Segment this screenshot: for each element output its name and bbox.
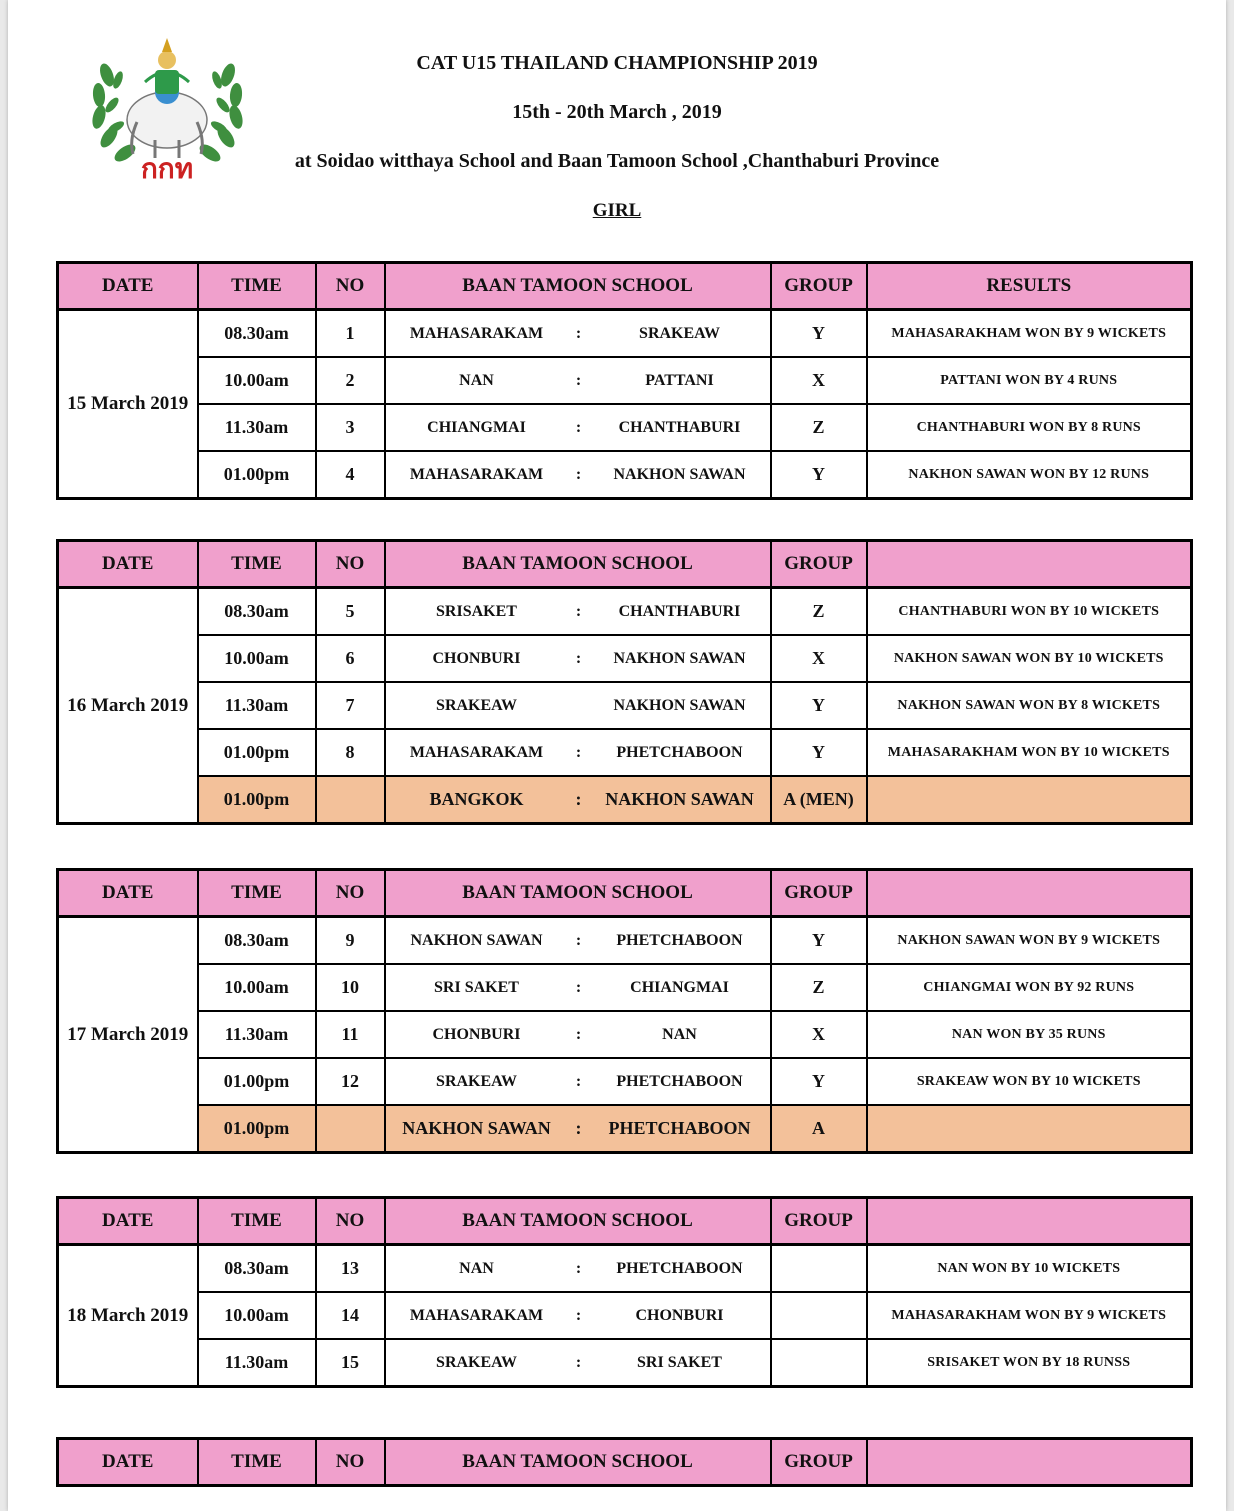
team-one: MAHASARAKAM bbox=[409, 743, 544, 761]
team-one: CHONBURI bbox=[432, 649, 521, 667]
versus-separator: : bbox=[575, 1353, 582, 1371]
versus-separator: : bbox=[575, 743, 582, 761]
match-row bbox=[58, 1339, 1192, 1387]
match-group: Y bbox=[771, 917, 867, 965]
versus-separator: : bbox=[575, 465, 582, 483]
team-two: NAKHON SAWAN bbox=[613, 649, 746, 667]
team-one: NAKHON SAWAN bbox=[402, 1118, 551, 1138]
match-number: 11 bbox=[316, 1011, 385, 1058]
match-row bbox=[58, 588, 1192, 636]
match-teams-wrap bbox=[386, 405, 770, 450]
group-header: GROUP bbox=[771, 870, 867, 917]
match-group: X bbox=[771, 635, 867, 682]
versus-separator: : bbox=[575, 602, 582, 620]
team-one: SRISAKET bbox=[436, 602, 517, 620]
match-group: Y bbox=[771, 682, 867, 729]
match-time: 08.30am bbox=[198, 917, 316, 965]
team-two: CHANTHABURI bbox=[618, 418, 741, 436]
match-time: 08.30am bbox=[198, 588, 316, 636]
match-row bbox=[58, 1105, 1192, 1153]
match-number: 4 bbox=[316, 451, 385, 499]
no-header: NO bbox=[316, 870, 385, 917]
match-group: Y bbox=[771, 310, 867, 358]
versus-separator: : bbox=[575, 371, 582, 389]
match-number: 14 bbox=[316, 1292, 385, 1339]
match-group: Y bbox=[771, 1058, 867, 1105]
match-result bbox=[867, 1105, 1192, 1153]
date-header: DATE bbox=[58, 1439, 198, 1486]
no-header: NO bbox=[316, 1198, 385, 1245]
team-one: NAN bbox=[459, 1259, 494, 1277]
match-result: SRISAKET WON BY 18 RUNSS bbox=[867, 1339, 1192, 1387]
match-number bbox=[316, 1105, 385, 1153]
match-row bbox=[58, 1292, 1192, 1339]
venue-header: BAAN TAMOON SCHOOL bbox=[385, 263, 771, 310]
match-number: 7 bbox=[316, 682, 385, 729]
team-two: NAKHON SAWAN bbox=[605, 789, 754, 809]
match-teams bbox=[385, 1105, 771, 1153]
category-label: GIRL bbox=[592, 200, 642, 221]
team-one: NAN bbox=[459, 371, 494, 389]
match-group: Y bbox=[771, 451, 867, 499]
group-header: GROUP bbox=[771, 541, 867, 588]
match-teams-wrap bbox=[386, 730, 770, 775]
match-row bbox=[58, 917, 1192, 965]
match-teams bbox=[385, 776, 771, 824]
match-teams-wrap bbox=[386, 918, 770, 963]
match-time: 11.30am bbox=[198, 1011, 316, 1058]
versus-separator: : bbox=[575, 649, 582, 667]
venue-header: BAAN TAMOON SCHOOL bbox=[385, 541, 771, 588]
team-one: MAHASARAKAM bbox=[409, 324, 544, 342]
no-header: NO bbox=[316, 263, 385, 310]
match-teams bbox=[385, 964, 771, 1011]
results-header bbox=[867, 870, 1192, 917]
match-date: 15 March 2019 bbox=[58, 310, 198, 499]
match-number: 8 bbox=[316, 729, 385, 776]
match-result: MAHASARAKHAM WON BY 9 WICKETS bbox=[867, 1292, 1192, 1339]
match-teams-wrap bbox=[386, 589, 770, 634]
results-header bbox=[867, 1439, 1192, 1486]
schedule-table-day-1 bbox=[56, 261, 1193, 500]
match-time: 01.00pm bbox=[198, 776, 316, 824]
match-teams bbox=[385, 729, 771, 776]
match-teams-wrap bbox=[386, 1012, 770, 1057]
match-row bbox=[58, 1011, 1192, 1058]
match-row bbox=[58, 310, 1192, 358]
match-teams-wrap bbox=[386, 683, 770, 728]
match-number bbox=[316, 776, 385, 824]
match-teams bbox=[385, 451, 771, 499]
match-time: 10.00am bbox=[198, 1292, 316, 1339]
time-header: TIME bbox=[198, 1198, 316, 1245]
match-teams-wrap bbox=[386, 358, 770, 403]
match-teams bbox=[385, 1011, 771, 1058]
team-two: PHETCHABOON bbox=[616, 931, 743, 949]
match-group: X bbox=[771, 1011, 867, 1058]
match-row bbox=[58, 635, 1192, 682]
date-header: DATE bbox=[58, 1198, 198, 1245]
match-time: 08.30am bbox=[198, 310, 316, 358]
schedule-table-day-4 bbox=[56, 1196, 1193, 1388]
match-row bbox=[58, 451, 1192, 499]
match-time: 11.30am bbox=[198, 404, 316, 451]
match-teams-wrap bbox=[386, 1246, 770, 1291]
team-one: NAKHON SAWAN bbox=[410, 931, 543, 949]
match-group bbox=[771, 1339, 867, 1387]
match-teams-wrap bbox=[386, 452, 770, 497]
match-result: SRAKEAW WON BY 10 WICKETS bbox=[867, 1058, 1192, 1105]
team-two: CHANTHABURI bbox=[618, 602, 741, 620]
match-number: 1 bbox=[316, 310, 385, 358]
table-header-row bbox=[58, 1198, 1192, 1245]
match-row bbox=[58, 357, 1192, 404]
match-time: 01.00pm bbox=[198, 451, 316, 499]
match-time: 10.00am bbox=[198, 964, 316, 1011]
match-result: CHIANGMAI WON BY 92 RUNS bbox=[867, 964, 1192, 1011]
match-group: A bbox=[771, 1105, 867, 1153]
team-one: BANGKOK bbox=[429, 789, 524, 809]
team-one: SRI SAKET bbox=[434, 978, 519, 996]
group-header: GROUP bbox=[771, 1439, 867, 1486]
match-result: CHANTHABURI WON BY 8 RUNS bbox=[867, 404, 1192, 451]
team-one: MAHASARAKAM bbox=[409, 465, 544, 483]
date-header: DATE bbox=[58, 870, 198, 917]
match-result: CHANTHABURI WON BY 10 WICKETS bbox=[867, 588, 1192, 636]
match-teams bbox=[385, 404, 771, 451]
team-one: SRAKEAW bbox=[436, 696, 517, 714]
match-teams-wrap bbox=[386, 1340, 770, 1385]
match-result: NAKHON SAWAN WON BY 8 WICKETS bbox=[867, 682, 1192, 729]
team-two: NAKHON SAWAN bbox=[613, 465, 746, 483]
team-one: SRAKEAW bbox=[436, 1353, 517, 1371]
schedule-table-day-3 bbox=[56, 868, 1193, 1154]
versus-separator: : bbox=[575, 789, 582, 809]
match-time: 01.00pm bbox=[198, 1058, 316, 1105]
logo-text: กกท bbox=[140, 152, 194, 185]
team-one: CHONBURI bbox=[432, 1025, 521, 1043]
team-two: CHONBURI bbox=[635, 1306, 724, 1324]
group-header: GROUP bbox=[771, 1198, 867, 1245]
date-header: DATE bbox=[58, 541, 198, 588]
group-header: GROUP bbox=[771, 263, 867, 310]
match-date: 16 March 2019 bbox=[58, 588, 198, 824]
match-result: MAHASARAKHAM WON BY 9 WICKETS bbox=[867, 310, 1192, 358]
match-row bbox=[58, 776, 1192, 824]
match-number: 5 bbox=[316, 588, 385, 636]
match-group: X bbox=[771, 357, 867, 404]
match-teams bbox=[385, 310, 771, 358]
time-header: TIME bbox=[198, 541, 316, 588]
match-group bbox=[771, 1292, 867, 1339]
match-time: 11.30am bbox=[198, 1339, 316, 1387]
team-two: NAN bbox=[662, 1025, 697, 1043]
match-row bbox=[58, 404, 1192, 451]
no-header: NO bbox=[316, 1439, 385, 1486]
match-number: 12 bbox=[316, 1058, 385, 1105]
match-result bbox=[867, 776, 1192, 824]
match-row bbox=[58, 964, 1192, 1011]
match-group: Z bbox=[771, 404, 867, 451]
team-two: PHETCHABOON bbox=[616, 1259, 743, 1277]
event-venue: at Soidao witthaya School and Baan Tamoon School ,Chanthaburi Province bbox=[294, 150, 940, 172]
team-one: CHIANGMAI bbox=[427, 418, 526, 436]
match-teams bbox=[385, 1292, 771, 1339]
schedule-table-day-5 bbox=[56, 1437, 1193, 1487]
match-teams bbox=[385, 635, 771, 682]
match-row bbox=[58, 1058, 1192, 1105]
team-one: MAHASARAKAM bbox=[409, 1306, 544, 1324]
versus-separator: : bbox=[575, 1118, 582, 1138]
schedule-table-day-2 bbox=[56, 539, 1193, 825]
versus-separator: : bbox=[575, 931, 582, 949]
team-two: PATTANI bbox=[645, 371, 714, 389]
match-time: 01.00pm bbox=[198, 1105, 316, 1153]
time-header: TIME bbox=[198, 870, 316, 917]
match-teams-wrap bbox=[386, 1059, 770, 1104]
match-result: NAN WON BY 10 WICKETS bbox=[867, 1245, 1192, 1293]
event-dates: 15th - 20th March , 2019 bbox=[512, 101, 722, 123]
match-number: 15 bbox=[316, 1339, 385, 1387]
match-teams-wrap bbox=[386, 965, 770, 1010]
match-time: 11.30am bbox=[198, 682, 316, 729]
match-time: 01.00pm bbox=[198, 729, 316, 776]
match-number: 9 bbox=[316, 917, 385, 965]
team-one: SRAKEAW bbox=[436, 1072, 517, 1090]
match-result: PATTANI WON BY 4 RUNS bbox=[867, 357, 1192, 404]
match-teams-wrap bbox=[386, 1106, 770, 1151]
table-header-row bbox=[58, 541, 1192, 588]
team-two: SRI SAKET bbox=[637, 1353, 722, 1371]
results-header: RESULTS bbox=[867, 263, 1192, 310]
match-teams-wrap bbox=[386, 311, 770, 356]
no-header: NO bbox=[316, 541, 385, 588]
match-teams bbox=[385, 917, 771, 965]
match-number: 13 bbox=[316, 1245, 385, 1293]
team-two: PHETCHABOON bbox=[608, 1118, 751, 1138]
match-teams bbox=[385, 588, 771, 636]
match-row bbox=[58, 1245, 1192, 1293]
versus-separator: : bbox=[575, 978, 582, 996]
results-header bbox=[867, 541, 1192, 588]
match-teams-wrap bbox=[386, 1293, 770, 1338]
team-two: PHETCHABOON bbox=[616, 743, 743, 761]
match-group: Y bbox=[771, 729, 867, 776]
table-header-row bbox=[58, 870, 1192, 917]
match-teams bbox=[385, 1058, 771, 1105]
match-teams bbox=[385, 357, 771, 404]
team-two: NAKHON SAWAN bbox=[613, 696, 746, 714]
championship-title: CAT U15 THAILAND CHAMPIONSHIP 2019 bbox=[416, 52, 818, 74]
time-header: TIME bbox=[198, 1439, 316, 1486]
match-time: 08.30am bbox=[198, 1245, 316, 1293]
venue-header: BAAN TAMOON SCHOOL bbox=[385, 870, 771, 917]
match-teams bbox=[385, 682, 771, 729]
date-header: DATE bbox=[58, 263, 198, 310]
match-result: NAKHON SAWAN WON BY 10 WICKETS bbox=[867, 635, 1192, 682]
match-group: Z bbox=[771, 588, 867, 636]
match-group: Z bbox=[771, 964, 867, 1011]
table-header-row bbox=[58, 263, 1192, 310]
venue-header: BAAN TAMOON SCHOOL bbox=[385, 1439, 771, 1486]
match-date: 17 March 2019 bbox=[58, 917, 198, 1153]
versus-separator: : bbox=[575, 1072, 582, 1090]
match-number: 10 bbox=[316, 964, 385, 1011]
match-group: A (MEN) bbox=[771, 776, 867, 824]
team-two: SRAKEAW bbox=[639, 324, 720, 342]
results-header bbox=[867, 1198, 1192, 1245]
match-time: 10.00am bbox=[198, 357, 316, 404]
time-header: TIME bbox=[198, 263, 316, 310]
match-time: 10.00am bbox=[198, 635, 316, 682]
match-number: 6 bbox=[316, 635, 385, 682]
match-row bbox=[58, 729, 1192, 776]
table-header-row bbox=[58, 1439, 1192, 1486]
versus-separator: : bbox=[575, 1306, 582, 1324]
match-teams bbox=[385, 1339, 771, 1387]
venue-header: BAAN TAMOON SCHOOL bbox=[385, 1198, 771, 1245]
match-number: 3 bbox=[316, 404, 385, 451]
match-result: MAHASARAKHAM WON BY 10 WICKETS bbox=[867, 729, 1192, 776]
match-group bbox=[771, 1245, 867, 1293]
versus-separator: : bbox=[575, 418, 582, 436]
team-two: CHIANGMAI bbox=[630, 978, 729, 996]
match-result: NAKHON SAWAN WON BY 9 WICKETS bbox=[867, 917, 1192, 965]
match-teams-wrap bbox=[386, 636, 770, 681]
versus-separator: : bbox=[575, 1025, 582, 1043]
match-result: NAN WON BY 35 RUNS bbox=[867, 1011, 1192, 1058]
team-two: PHETCHABOON bbox=[616, 1072, 743, 1090]
match-row bbox=[58, 682, 1192, 729]
versus-separator: : bbox=[575, 324, 582, 342]
match-date: 18 March 2019 bbox=[58, 1245, 198, 1387]
match-number: 2 bbox=[316, 357, 385, 404]
match-teams-wrap bbox=[386, 777, 770, 822]
match-result: NAKHON SAWAN WON BY 12 RUNS bbox=[867, 451, 1192, 499]
match-teams bbox=[385, 1245, 771, 1293]
versus-separator: : bbox=[575, 1259, 582, 1277]
